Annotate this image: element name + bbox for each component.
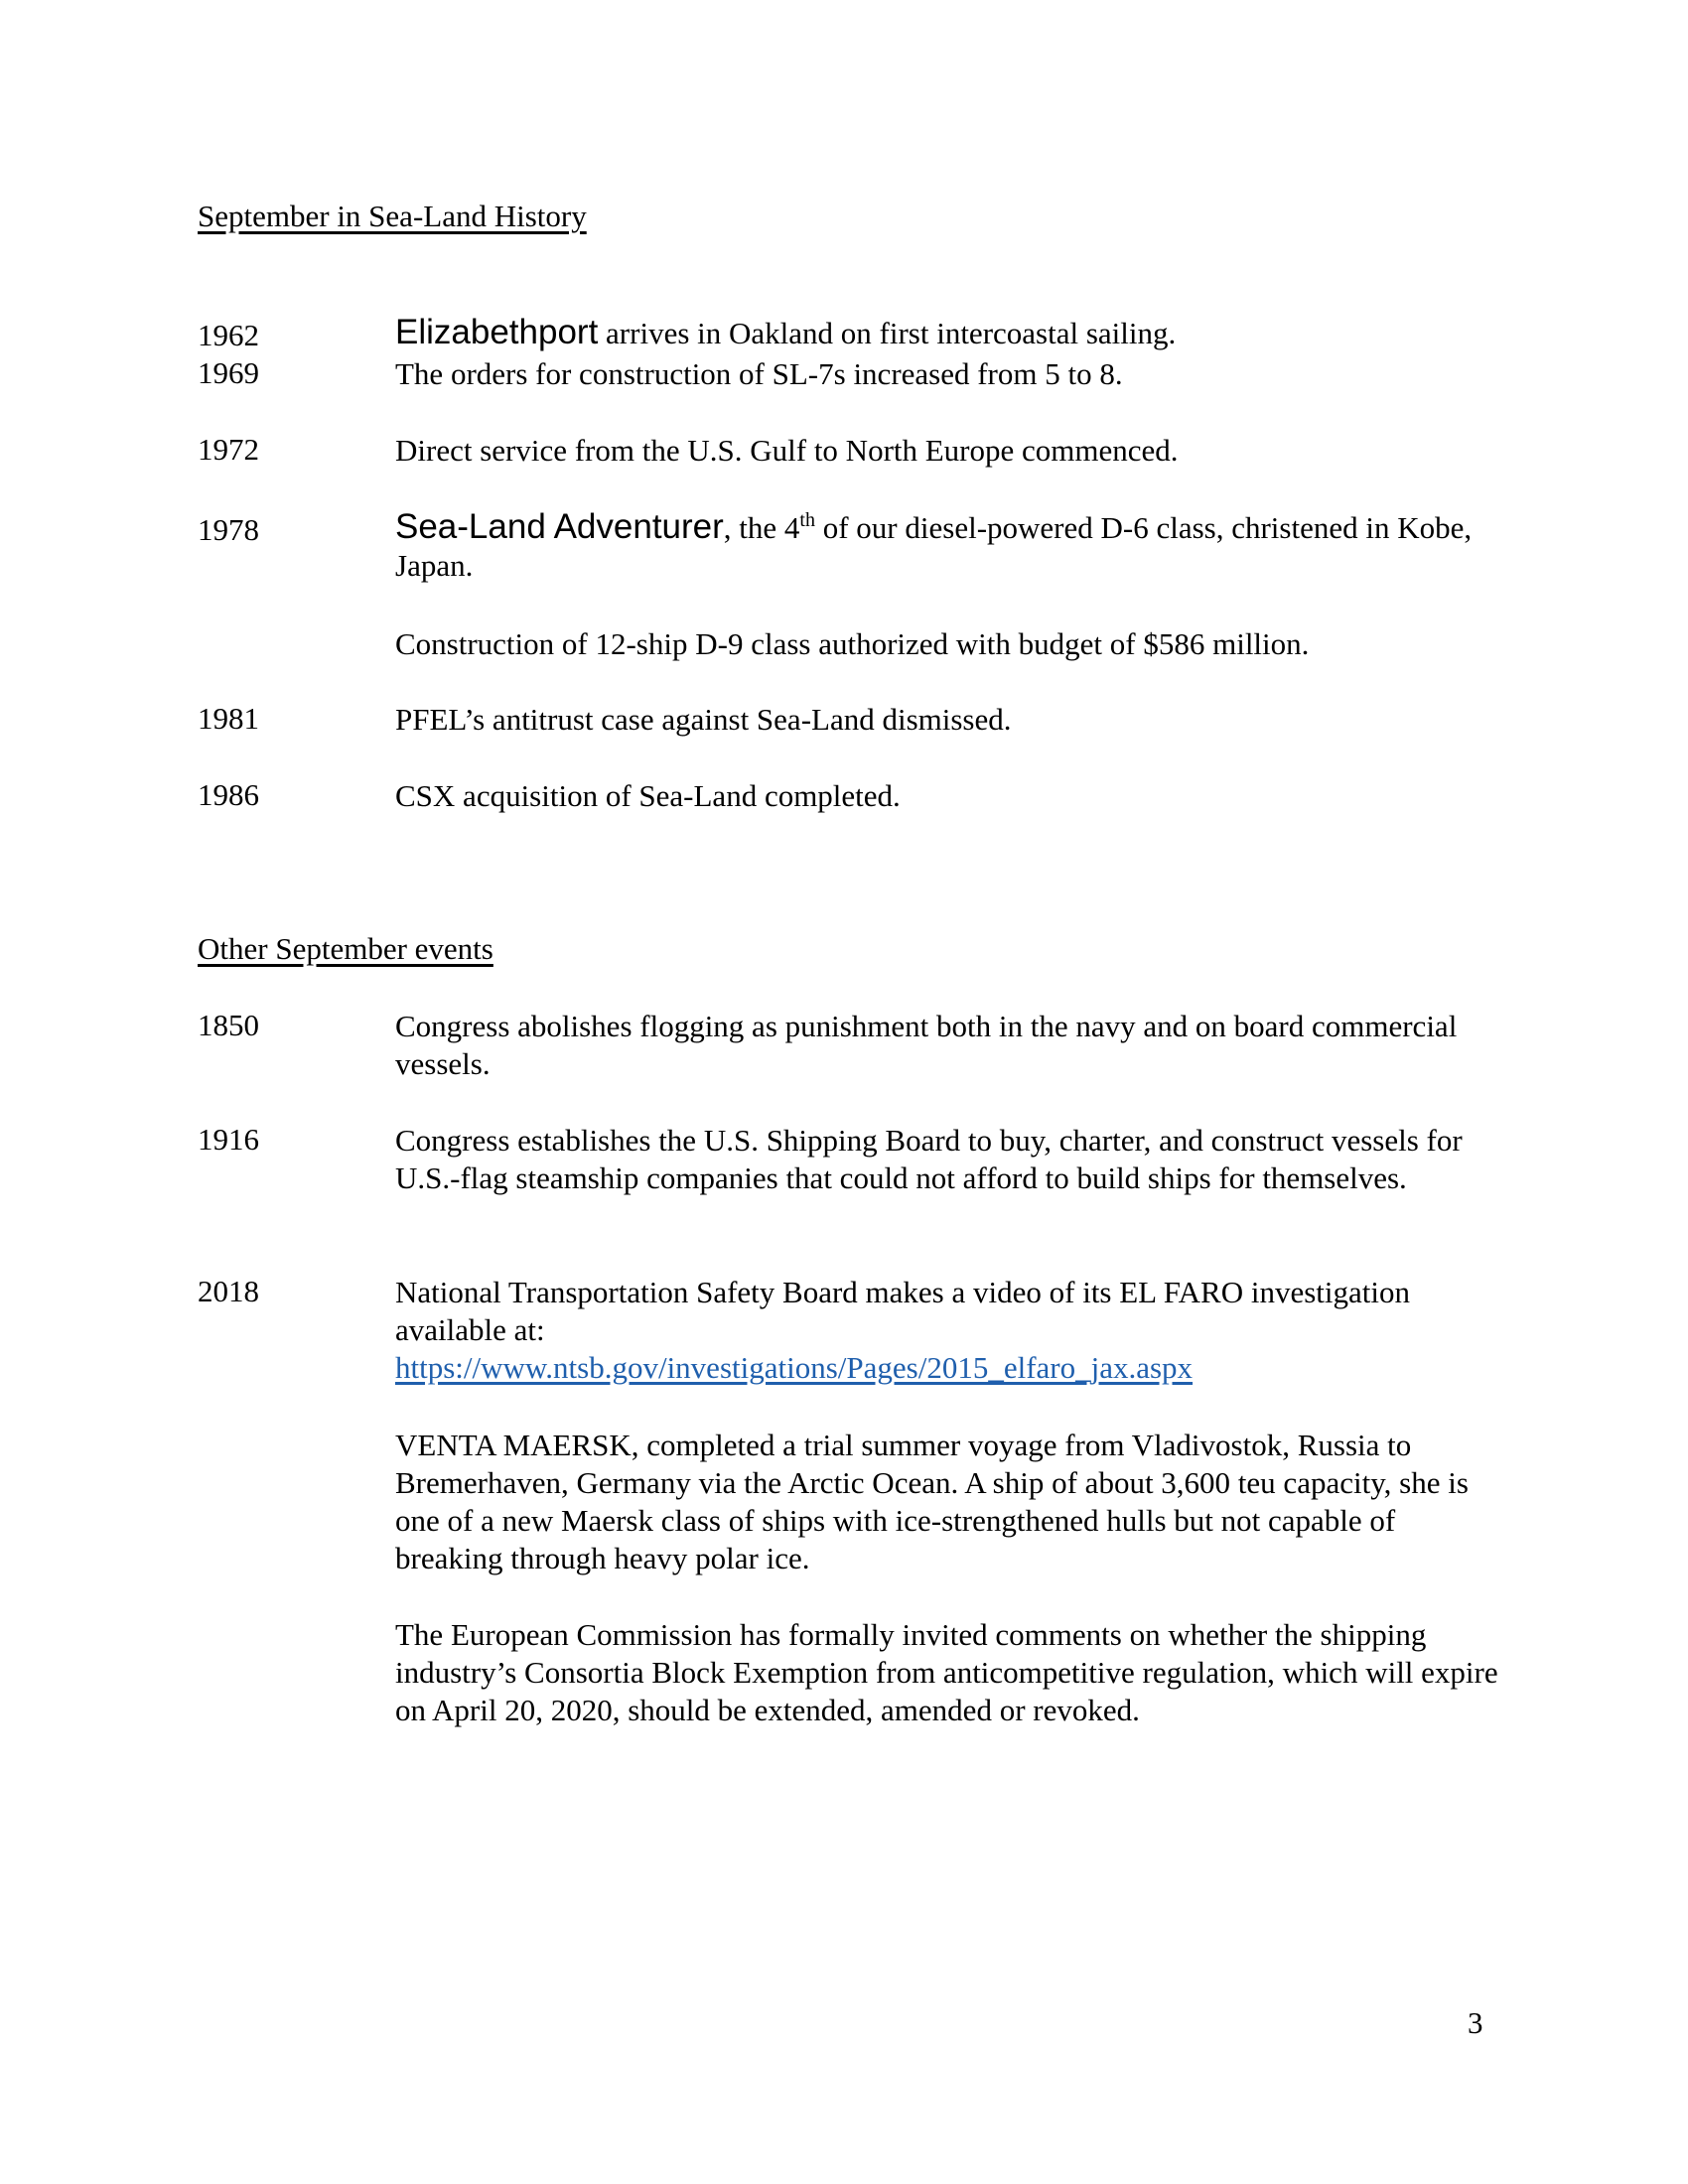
entry-text: Direct service from the U.S. Gulf to North Europe commenced. — [395, 433, 1179, 468]
entry-text-part: , the 4 — [723, 510, 800, 545]
ship-name: Sea-Land Adventurer — [395, 507, 724, 546]
entry-text — [395, 1274, 1499, 1387]
entry-text: PFEL’s antitrust case against Sea-Land dismissed. — [395, 702, 1012, 737]
entry-text — [395, 508, 1499, 585]
entry-text: VENTA MAERSK, completed a trial summer voyage from Vladivostok, Russia to Bremerhaven, Germany via the Arctic Ocean. A ship of about 3,600 teu capacity, she is one of a new Maersk class of ships with ice-strengthened hulls but not capable of breaking through heavy polar ice. — [395, 1428, 1469, 1575]
entry-text-body: National Transportation Safety Board makes a video of its EL FARO investigation available at: — [395, 1275, 1411, 1347]
entry-text: Congress establishes the U.S. Shipping Board to buy, charter, and construct vessels for U.S.-flag steamship companies that could not afford to build ships for themselves. — [395, 1123, 1463, 1195]
entry-text: Congress abolishes flogging as punishment both in the navy and on board commercial vessels. — [395, 1009, 1458, 1081]
entry-text — [395, 314, 1499, 352]
ship-name: Elizabethport — [395, 313, 599, 351]
entry-year: 1972 — [198, 432, 259, 467]
entry-year: 1962 — [198, 318, 259, 352]
entry-year: 2018 — [198, 1274, 259, 1308]
ordinal-suffix: th — [799, 509, 815, 531]
entry-text: The European Commission has formally invited comments on whether the shipping industry’s Consortia Block Exemption from anticompetitive regulation, which will expire on April 20, 2020, should be extended, amended or revoked. — [395, 1617, 1498, 1727]
entry-year: 1969 — [198, 355, 259, 390]
entry-year: 1850 — [198, 1008, 259, 1042]
section-heading-other-events: Other September events — [198, 931, 493, 966]
entry-year: 1978 — [198, 512, 259, 547]
entry-year: 1981 — [198, 701, 259, 736]
ntsb-link[interactable]: https://www.ntsb.gov/investigations/Pages/2015_elfaro_jax.aspx — [395, 1350, 1194, 1385]
entry-text: The orders for construction of SL-7s increased from 5 to 8. — [395, 356, 1123, 391]
page-number: 3 — [1468, 2005, 1483, 2040]
entry-text: Construction of 12-ship D-9 class authorized with budget of $586 million. — [395, 626, 1310, 661]
entry-text-part: of our diesel-powered D-6 class, christened in Kobe, Japan. — [395, 510, 1473, 583]
section-heading-sea-land-history: September in Sea-Land History — [198, 199, 587, 233]
entry-year: 1986 — [198, 777, 259, 812]
entry-text-body: arrives in Oakland on first intercoastal sailing. — [598, 316, 1177, 350]
entry-text: CSX acquisition of Sea-Land completed. — [395, 778, 901, 813]
entry-year: 1916 — [198, 1122, 259, 1157]
